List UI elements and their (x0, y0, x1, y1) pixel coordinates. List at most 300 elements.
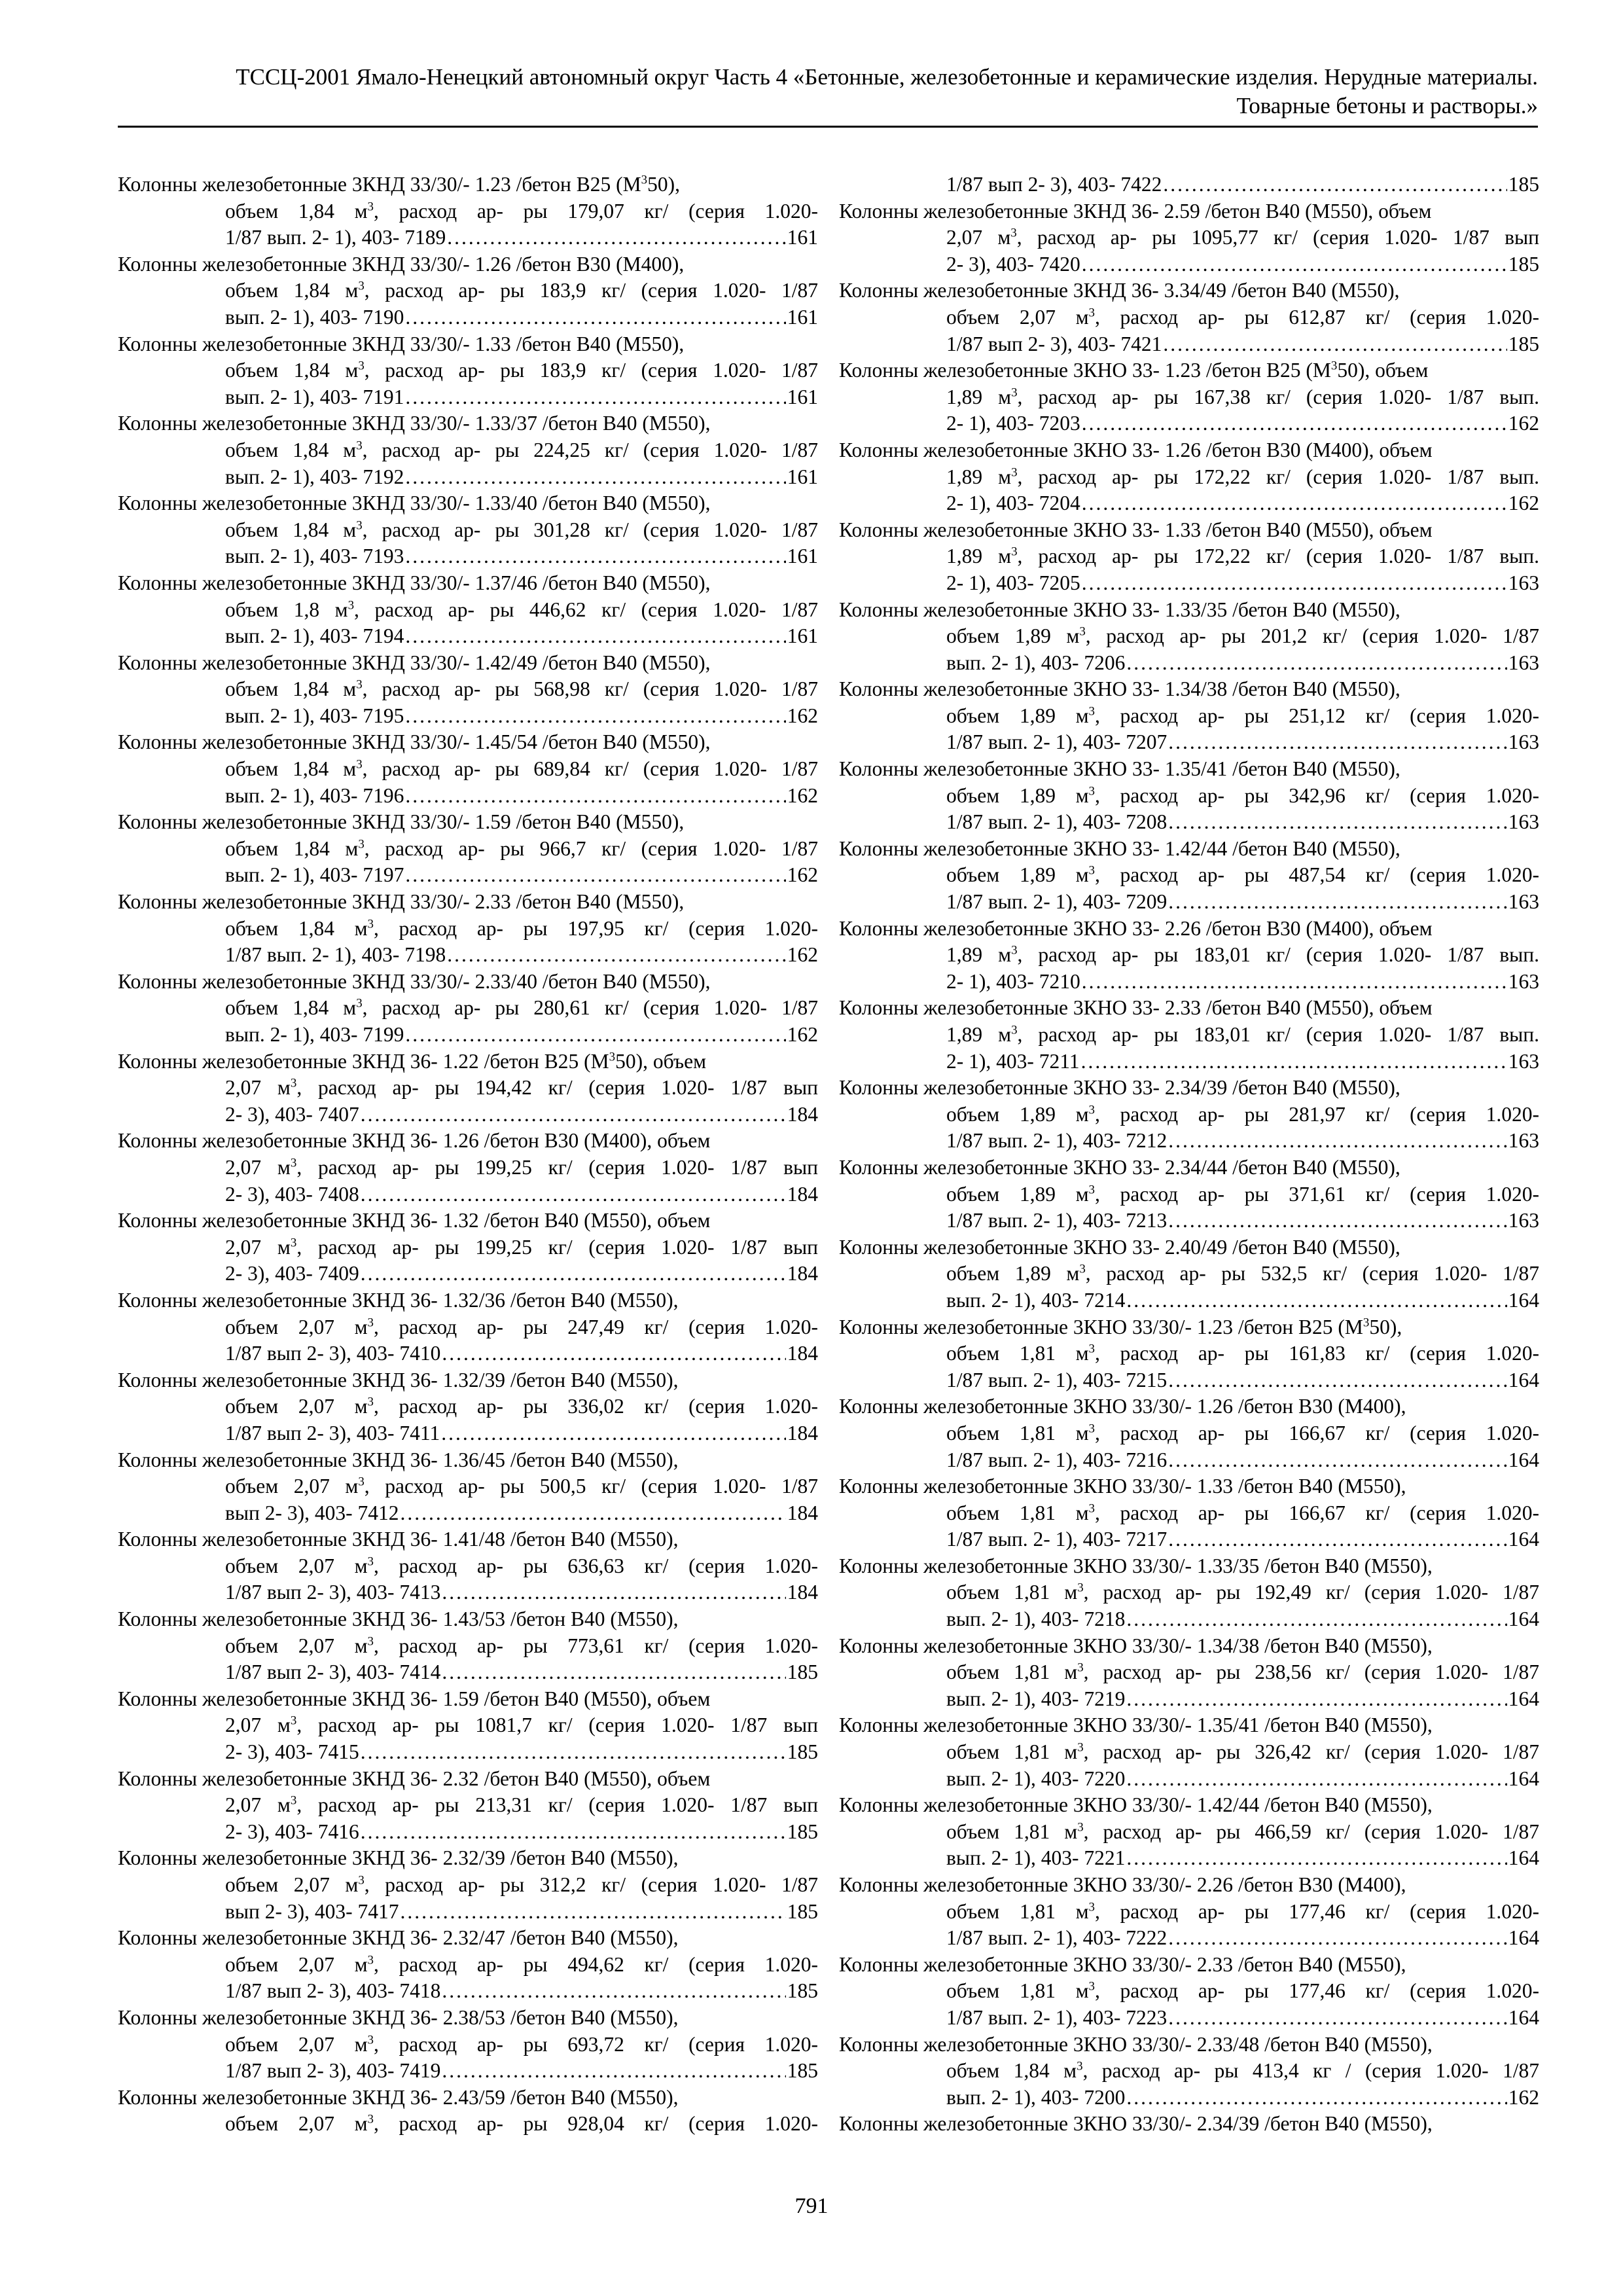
dot-leader (1081, 1049, 1507, 1075)
index-entry (839, 995, 1539, 1075)
entry-page-ref: 185 (787, 1740, 818, 1764)
entry-title-line: Колонны железобетонные 3КНД 36- 1.59 /бетон В40 (М550), объем (118, 1687, 711, 1710)
entry-reference: 2- 3), 403- 7407 (225, 1102, 359, 1126)
entry-page-ref: 163 (1508, 1209, 1539, 1232)
index-entry (118, 1447, 818, 1527)
entry-reference: вып. 2- 1), 403- 7192 (225, 465, 404, 488)
entry-page-ref: 185 (787, 2059, 818, 2083)
entry-reference: 1/87 вып. 2- 1), 403- 7223 (946, 2005, 1168, 2029)
entry-title-line: Колонны железобетонные 3КНО 33- 2.33 /бетон В40 (М550), объем (839, 996, 1433, 1020)
dot-leader (1126, 1845, 1507, 1872)
index-entry (839, 1553, 1539, 1633)
entry-detail-line: объем 2,07 $м^3$, расход ар- ры 612,87 кг/ (серия 1.020- (946, 305, 1539, 329)
entry-page-ref: 164 (1508, 1368, 1539, 1391)
dot-leader (361, 1819, 786, 1846)
entry-reference-line (839, 1606, 1539, 1633)
index-entry (839, 2111, 1539, 2138)
entry-page-ref: 161 (787, 385, 818, 408)
entry-page-ref: 164 (1508, 1767, 1539, 1790)
dot-leader (447, 224, 786, 251)
entry-reference-line (118, 1579, 818, 1606)
index-entry (839, 198, 1539, 278)
entry-reference: вып. 2- 1), 403- 7214 (946, 1288, 1126, 1312)
entry-reference-line (839, 1367, 1539, 1394)
entry-title-line: Колонны железобетонные 3КНО 33/30/- 1.42/44 /бетон В40 (М550), (839, 1793, 1433, 1817)
entry-detail-line: объем 2,07 $м^3$, расход ар- ры 336,02 кг/ (серия 1.020- (225, 1395, 818, 1418)
dot-leader (405, 783, 785, 810)
dot-leader (1126, 1766, 1507, 1793)
entry-title-line: Колонны железобетонные 3КНД 36- 2.59 /бетон В40 (М550), объем (839, 199, 1432, 223)
dot-leader (405, 703, 785, 730)
entry-page-ref: 184 (787, 1421, 818, 1444)
entry-title-line: Колонны железобетонные 3КНО 33/30/- 2.33/48 /бетон В40 (М550), (839, 2032, 1433, 2056)
entry-detail-line: объем 2,07 $м^3$, расход ар- ры 636,63 кг/ (серия 1.020- (225, 1554, 818, 1577)
entry-reference: 2- 1), 403- 7205 (946, 571, 1080, 594)
entry-detail-line: 1,89 $м^3$, расход ар- ры 167,38 кг/ (серия 1.020- 1/87 вып. (946, 385, 1539, 408)
dot-leader (1168, 2005, 1507, 2032)
entry-title-line: Колонны железобетонные 3КНД 33/30/- 1.33 /бетон В40 (М550), (118, 332, 685, 355)
index-entry (118, 1367, 818, 1447)
index-entry (118, 410, 818, 490)
entry-reference-line (839, 729, 1539, 756)
entry-reference-line (839, 171, 1539, 198)
entry-reference: 2- 1), 403- 7211 (946, 1049, 1080, 1073)
index-entry (839, 1792, 1539, 1872)
dot-leader (1126, 650, 1507, 677)
entry-reference: 1/87 вып. 2- 1), 403- 7216 (946, 1448, 1168, 1471)
entry-detail-line: объем 1,89 $м^3$, расход ар- ры 251,12 кг/ (серия 1.020- (946, 704, 1539, 727)
entry-reference-line (118, 304, 818, 331)
entry-detail-line: объем 2,07 $м^3$, расход ар- ры 312,2 кг/ (серия 1.020- 1/87 (225, 1873, 818, 1896)
index-entry (118, 1686, 818, 1766)
entry-reference: 1/87 вып. 2- 1), 403- 7217 (946, 1528, 1168, 1551)
entry-page-ref: 164 (1508, 1607, 1539, 1631)
index-entry (118, 809, 818, 889)
dot-leader (1082, 570, 1507, 597)
entry-detail-line: объем 1,84 $м^3$, расход ар- ры 224,25 кг/ (серия 1.020- 1/87 (225, 438, 818, 461)
entry-reference: 2- 3), 403- 7416 (225, 1820, 359, 1843)
entry-reference: вып. 2- 1), 403- 7197 (225, 863, 404, 887)
entry-title-line: Колонны железобетонные 3КНД 36- 1.36/45 /бетон В40 (М550), (118, 1448, 679, 1471)
index-entry (839, 437, 1539, 517)
index-entry (118, 2005, 818, 2085)
entry-reference: 1/87 вып. 2- 1), 403- 7198 (225, 943, 446, 967)
entry-reference-line (118, 464, 818, 491)
entry-page-ref: 164 (1508, 2005, 1539, 2029)
entry-title-line: Колонны железобетонные 3КНО 33- 2.40/49 /бетон В40 (М550), (839, 1235, 1400, 1259)
dot-leader (442, 1978, 785, 2005)
dot-leader (1082, 969, 1507, 996)
entry-page-ref: 184 (787, 1501, 818, 1524)
index-entry (118, 1049, 818, 1128)
entry-detail-line: объем 1,89 $м^3$, расход ар- ры 371,61 кг/ (серия 1.020- (946, 1182, 1539, 1206)
entry-page-ref: 185 (1508, 332, 1539, 355)
entry-page-ref: 162 (1508, 2085, 1539, 2109)
entry-reference: 2- 3), 403- 7420 (946, 252, 1080, 276)
entry-reference-line (839, 1526, 1539, 1553)
entry-page-ref: 163 (1508, 571, 1539, 594)
entry-title-line: Колонны железобетонные 3КНД 33/30/- 1.33/40 /бетон В40 (М550), (118, 492, 711, 515)
entry-reference-line (839, 490, 1539, 517)
dot-leader (1168, 1128, 1507, 1155)
entry-title-line: Колонны железобетонные 3КНО 33- 1.42/44 /бетон В40 (М550), (839, 836, 1400, 860)
entry-reference: вып. 2- 1), 403- 7218 (946, 1607, 1126, 1631)
entry-title-line: Колонны железобетонные 3КНО 33- 1.26 /бетон В30 (М400), объем (839, 438, 1433, 461)
entry-reference: вып. 2- 1), 403- 7193 (225, 545, 404, 568)
entry-reference: 1/87 вып. 2- 1), 403- 7222 (946, 1926, 1168, 1950)
entry-page-ref: 164 (1508, 1926, 1539, 1950)
dot-leader (442, 1340, 785, 1367)
entry-reference-line (839, 410, 1539, 437)
dot-leader (447, 942, 786, 969)
entry-reference-line (118, 1819, 818, 1846)
entry-detail-line: объем 1,81 $м^3$, расход ар- ры 177,46 кг/ (серия 1.020- (946, 1979, 1539, 2003)
entry-reference: вып. 2- 1), 403- 7194 (225, 624, 404, 648)
dot-leader (401, 1500, 786, 1527)
entry-title-line: Колонны железобетонные 3КНД 36- 2.32 /бетон В40 (М550), объем (118, 1767, 711, 1790)
entry-title-line: Колонны железобетонные 3КНО 33- 2.26 /бетон В30 (М400), объем (839, 916, 1433, 940)
entry-title-line: Колонны железобетонные 3КНД 36- 1.22 /бетон В25 $(М^350)$, объем (118, 1049, 707, 1073)
entry-reference: вып. 2- 1), 403- 7206 (946, 651, 1126, 674)
entry-detail-line: объем 1,84 $м^3$, расход ар- ры 413,4 кг / (серия 1.020- 1/87 (946, 2059, 1539, 2083)
dot-leader (1082, 251, 1507, 278)
entry-title-line: Колонны железобетонные 3КНО 33/30/- 2.26 /бетон В30 (М400), (839, 1873, 1406, 1896)
entry-detail-line: объем 2,07 $м^3$, расход ар- ры 247,49 кг/ (серия 1.020- (225, 1315, 818, 1338)
entry-reference: 2- 1), 403- 7203 (946, 412, 1080, 435)
entry-page-ref: 184 (787, 1182, 818, 1206)
dot-leader (1168, 1526, 1507, 1553)
entry-detail-line: 2,07 $м^3$, расход ар- ры 194,42 кг/ (серия 1.020- 1/87 вып (225, 1076, 818, 1100)
entry-title-line: Колонны железобетонные 3КНД 36- 1.32/39 /бетон В40 (М550), (118, 1368, 679, 1391)
index-entry (839, 2032, 1539, 2111)
entry-page-ref: 185 (1508, 252, 1539, 276)
entry-detail-line: объем 1,84 $м^3$, расход ар- ры 568,98 кг/ (серия 1.020- 1/87 (225, 677, 818, 701)
entry-reference-line (118, 1102, 818, 1128)
dot-leader (1168, 729, 1507, 756)
entry-detail-line: объем 1,84 $м^3$, расход ар- ры 280,61 кг/ (серия 1.020- 1/87 (225, 996, 818, 1020)
entry-reference-line (118, 1022, 818, 1049)
entry-reference-line (118, 1659, 818, 1686)
entry-title-line: Колонны железобетонные 3КНО 33/30/- 1.35/41 /бетон В40 (М550), (839, 1713, 1433, 1737)
entry-reference-line (839, 570, 1539, 597)
dot-leader (1126, 1287, 1507, 1314)
entry-reference: вып 2- 3), 403- 7412 (225, 1501, 399, 1524)
entry-reference: 1/87 вып. 2- 1), 403- 7208 (946, 810, 1168, 834)
index-entry (839, 1712, 1539, 1792)
index-column-right (839, 171, 1539, 2138)
index-entry (839, 1075, 1539, 1155)
entry-detail-line: 2,07 $м^3$, расход ар- ры 1095,77 кг/ (серия 1.020- 1/87 вып (946, 226, 1539, 249)
dot-leader (442, 1579, 785, 1606)
index-entry (839, 756, 1539, 836)
entry-page-ref: 163 (1508, 890, 1539, 914)
dot-leader (442, 1659, 785, 1686)
index-entry (118, 171, 818, 251)
entry-reference: 1/87 вып 2- 3), 403- 7413 (225, 1581, 441, 1604)
entry-title-line: Колонны железобетонные 3КНО 33/30/- 1.34/38 /бетон В40 (М550), (839, 1634, 1433, 1657)
entry-page-ref: 184 (787, 1102, 818, 1126)
entry-reference-line (118, 862, 818, 889)
dot-leader (442, 2058, 785, 2085)
entry-reference-line (118, 1500, 818, 1527)
entry-reference: вып. 2- 1), 403- 7221 (946, 1846, 1126, 1870)
entry-page-ref: 162 (787, 943, 818, 967)
header-line-1: ТССЦ-2001 Ямало-Ненецкий автономный округ Часть 4 «Бетонные, железобетонные и керамические изделия. Нерудные материалы. (236, 64, 1538, 90)
entry-reference-line (118, 1739, 818, 1766)
index-entry (118, 1208, 818, 1287)
entry-title-line: Колонны железобетонные 3КНО 33- 1.34/38 /бетон В40 (М550), (839, 677, 1400, 701)
entry-reference-line (839, 1925, 1539, 1952)
entry-page-ref: 161 (787, 545, 818, 568)
index-entry (839, 1234, 1539, 1314)
entry-detail-line: объем 1,89 $м^3$, расход ар- ры 487,54 кг/ (серия 1.020- (946, 863, 1539, 887)
index-entry (118, 1128, 818, 1208)
entry-reference: вып. 2- 1), 403- 7190 (225, 305, 404, 329)
index-entry (118, 889, 818, 969)
entry-page-ref: 163 (1508, 651, 1539, 674)
entry-detail-line: объем 2,07 $м^3$, расход ар- ры 693,72 кг/ (серия 1.020- (225, 2032, 818, 2056)
entry-reference: вып. 2- 1), 403- 7220 (946, 1767, 1126, 1790)
entry-reference-line (839, 1686, 1539, 1713)
dot-leader (405, 1022, 785, 1049)
entry-reference-line (839, 1287, 1539, 1314)
dot-leader (405, 623, 785, 650)
entry-reference: вып 2- 3), 403- 7417 (225, 1899, 399, 1923)
dot-leader (1126, 2085, 1507, 2111)
entry-detail-line: объем 1,81 $м^3$, расход ар- ры 466,59 кг/ (серия 1.020- 1/87 (946, 1820, 1539, 1843)
entry-detail-line: 2,07 $м^3$, расход ар- ры 199,25 кг/ (серия 1.020- 1/87 вып (225, 1155, 818, 1179)
index-entry (118, 1606, 818, 1686)
entry-reference-line (118, 1181, 818, 1208)
entry-title-line: Колонны железобетонные 3КНД 33/30/- 1.33/37 /бетон В40 (М550), (118, 412, 711, 435)
index-entry (839, 278, 1539, 357)
entry-title-line: Колонны железобетонные 3КНО 33- 1.33/35 /бетон В40 (М550), (839, 598, 1400, 621)
entry-detail-line: объем 1,89 $м^3$, расход ар- ры 281,97 кг/ (серия 1.020- (946, 1102, 1539, 1126)
entry-detail-line: объем 1,89 $м^3$, расход ар- ры 201,2 кг/ (серия 1.020- 1/87 (946, 624, 1539, 648)
entry-detail-line: объем 2,07 $м^3$, расход ар- ры 773,61 кг/ (серия 1.020- (225, 1634, 818, 1657)
entry-reference-line (839, 1128, 1539, 1155)
entry-page-ref: 162 (1508, 492, 1539, 515)
entry-reference: 1/87 вып 2- 3), 403- 7410 (225, 1342, 441, 1365)
entry-reference-line (118, 1340, 818, 1367)
index-entry (839, 1872, 1539, 1952)
entry-reference: 2- 3), 403- 7408 (225, 1182, 359, 1206)
index-entry (118, 1287, 818, 1367)
entry-page-ref: 162 (787, 863, 818, 887)
entry-reference-line (118, 1420, 818, 1447)
entry-title-line: Колонны железобетонные 3КНД 33/30/- 2.33 /бетон В40 (М550), (118, 890, 685, 914)
index-entry (839, 1155, 1539, 1234)
entry-reference: 1/87 вып 2- 3), 403- 7411 (225, 1421, 440, 1444)
dot-leader (405, 862, 785, 889)
header-rule (118, 126, 1538, 128)
entry-page-ref: 163 (1508, 969, 1539, 993)
index-entry (118, 251, 818, 331)
index-entry (118, 969, 818, 1049)
entry-detail-line: объем 1,81 $м^3$, расход ар- ры 326,42 кг/ (серия 1.020- 1/87 (946, 1740, 1539, 1764)
index-entry (839, 357, 1539, 437)
index-entry (839, 597, 1539, 677)
entry-reference: 1/87 вып 2- 3), 403- 7422 (946, 173, 1162, 196)
entry-title-line: Колонны железобетонные 3КНО 33/30/- 1.33/35 /бетон В40 (М550), (839, 1554, 1433, 1577)
entry-reference-line (118, 224, 818, 251)
entry-detail-line: объем 1,81 $м^3$, расход ар- ры 166,67 кг/ (серия 1.020- (946, 1421, 1539, 1444)
entry-title-line: Колонны железобетонные 3КНД 36- 1.43/53 /бетон В40 (М550), (118, 1607, 679, 1631)
entry-title-line: Колонны железобетонные 3КНО 33- 1.35/41 /бетон В40 (М550), (839, 757, 1400, 781)
entry-page-ref: 163 (1508, 1129, 1539, 1153)
entry-page-ref: 162 (1508, 412, 1539, 435)
entry-page-ref: 184 (787, 1342, 818, 1365)
entry-detail-line: объем 1,81 $м^3$, расход ар- ры 238,56 кг/ (серия 1.020- 1/87 (946, 1660, 1539, 1684)
entry-reference: 1/87 вып. 2- 1), 403- 7207 (946, 730, 1168, 754)
dot-leader (1126, 1686, 1507, 1713)
entry-page-ref: 185 (787, 1660, 818, 1684)
entry-title-line: Колонны железобетонные 3КНД 36- 1.41/48 /бетон В40 (М550), (118, 1528, 679, 1551)
entry-reference-line (839, 331, 1539, 358)
index-entry (839, 676, 1539, 756)
dot-leader (441, 1420, 786, 1447)
entry-reference-line (839, 251, 1539, 278)
entry-title-line: Колонны железобетонные 3КНД 36- 2.38/53 /бетон В40 (М550), (118, 2005, 679, 2029)
entry-detail-line: объем 1,89 $м^3$, расход ар- ры 532,5 кг/ (серия 1.020- 1/87 (946, 1262, 1539, 1285)
entry-title-line: Колонны железобетонные 3КНД 33/30/- 1.23 /бетон В25 $(М^350)$, (118, 173, 680, 196)
index-entry (839, 916, 1539, 996)
entry-detail-line: 1,89 $м^3$, расход ар- ры 183,01 кг/ (серия 1.020- 1/87 вып. (946, 943, 1539, 967)
entry-page-ref: 185 (1508, 173, 1539, 196)
entry-page-ref: 161 (787, 624, 818, 648)
entry-reference-line (839, 2005, 1539, 2032)
entry-title-line: Колонны железобетонные 3КНО 33/30/- 2.34/39 /бетон В40 (М550), (839, 2112, 1433, 2136)
entry-page-ref: 164 (1508, 1846, 1539, 1870)
entry-page-ref: 161 (787, 305, 818, 329)
entry-detail-line: объем 1,81 $м^3$, расход ар- ры 161,83 кг/ (серия 1.020- (946, 1342, 1539, 1365)
entry-page-ref: 164 (1508, 1288, 1539, 1312)
entry-reference-line (118, 384, 818, 411)
entry-reference: 2- 3), 403- 7415 (225, 1740, 359, 1764)
entry-title-line: Колонны железобетонные 3КНД 33/30/- 1.42/49 /бетон В40 (М550), (118, 651, 711, 674)
entry-page-ref: 163 (1508, 730, 1539, 754)
entry-detail-line: объем 1,8 $м^3$, расход ар- ры 446,62 кг/ (серия 1.020- 1/87 (225, 598, 818, 621)
index-entry (839, 1473, 1539, 1553)
dot-leader (405, 304, 785, 331)
entry-detail-line: 2,07 $м^3$, расход ар- ры 213,31 кг/ (серия 1.020- 1/87 вып (225, 1793, 818, 1817)
entry-reference: 1/87 вып 2- 3), 403- 7418 (225, 1979, 441, 2003)
entry-title-line: Колонны железобетонные 3КНО 33- 2.34/39 /бетон В40 (М550), (839, 1076, 1400, 1100)
index-entry (118, 729, 818, 809)
index-entry (118, 331, 818, 411)
dot-leader (1082, 410, 1507, 437)
entry-reference-line (118, 783, 818, 810)
entry-reference: вып. 2- 1), 403- 7195 (225, 704, 404, 727)
dot-leader (405, 384, 785, 411)
dot-leader (361, 1261, 786, 1287)
dot-leader (1082, 490, 1507, 517)
index-entry (118, 570, 818, 650)
entry-detail-line: объем 1,84 $м^3$, расход ар- ры 183,9 кг/ (серия 1.020- 1/87 (225, 279, 818, 302)
entry-reference: вып. 2- 1), 403- 7199 (225, 1023, 404, 1046)
entry-title-line: Колонны железобетонные 3КНД 33/30/- 1.45/54 /бетон В40 (М550), (118, 730, 711, 754)
dot-leader (361, 1181, 786, 1208)
entry-reference-line (839, 809, 1539, 836)
dot-leader (405, 543, 785, 570)
entry-reference: 1/87 вып. 2- 1), 403- 7209 (946, 890, 1168, 914)
entry-reference-line (118, 1899, 818, 1926)
index-entry (839, 1393, 1539, 1473)
entry-reference: вып. 2- 1), 403- 7191 (225, 385, 404, 408)
entry-reference: вып. 2- 1), 403- 7200 (946, 2085, 1126, 2109)
entry-detail-line: объем 2,07 $м^3$, расход ар- ры 494,62 кг/ (серия 1.020- (225, 1952, 818, 1976)
entry-reference-line (839, 1447, 1539, 1474)
entry-reference: 1/87 вып 2- 3), 403- 7414 (225, 1660, 441, 1684)
dot-leader (1168, 1208, 1507, 1234)
entry-page-ref: 164 (1508, 1528, 1539, 1551)
entry-reference-line (118, 942, 818, 969)
dot-leader (1163, 331, 1507, 358)
entry-page-ref: 185 (787, 1820, 818, 1843)
entry-detail-line: объем 2,07 $м^3$, расход ар- ры 928,04 кг/ (серия 1.020- (225, 2112, 818, 2136)
entry-title-line: Колонны железобетонные 3КНД 33/30/- 2.33/40 /бетон В40 (М550), (118, 969, 711, 993)
entry-reference-line (839, 2085, 1539, 2111)
entry-title-line: Колонны железобетонные 3КНО 33- 1.33 /бетон В40 (М550), объем (839, 518, 1433, 541)
index-entry (118, 1845, 818, 1925)
entry-title-line: Колонны железобетонные 3КНД 36- 2.32/39 /бетон В40 (М550), (118, 1846, 679, 1870)
entry-reference: 1/87 вып. 2- 1), 403- 7189 (225, 226, 446, 249)
index-entry (839, 1952, 1539, 2032)
entry-reference: 1/87 вып 2- 3), 403- 7419 (225, 2059, 441, 2083)
dot-leader (1168, 1925, 1507, 1952)
entry-title-line: Колонны железобетонные 3КНД 36- 1.32/36 /бетон В40 (М550), (118, 1288, 679, 1312)
entry-title-line: Колонны железобетонные 3КНД 36- 2.43/59 /бетон В40 (М550), (118, 2085, 679, 2109)
entry-detail-line: 2,07 $м^3$, расход ар- ры 199,25 кг/ (серия 1.020- 1/87 вып (225, 1235, 818, 1259)
entry-title-line: Колонны железобетонные 3КНО 33- 1.23 /бетон В25 $(М^350)$, объем (839, 359, 1429, 382)
dot-leader (361, 1102, 786, 1128)
entry-reference-line (839, 650, 1539, 677)
entry-reference-line (118, 1261, 818, 1287)
entry-title-line: Колонны железобетонные 3КНД 36- 2.32/47 /бетон В40 (М550), (118, 1926, 679, 1950)
entry-reference: вып. 2- 1), 403- 7219 (946, 1687, 1126, 1710)
page-number: 791 (794, 2194, 829, 2218)
entry-title-line: Колонны железобетонные 3КНД 36- 1.32 /бетон В40 (М550), объем (118, 1209, 711, 1232)
index-entry (839, 1633, 1539, 1713)
entry-reference-line (118, 2058, 818, 2085)
entry-reference-line (118, 543, 818, 570)
entry-title-line: Колонны железобетонные 3КНД 33/30/- 1.37/46 /бетон В40 (М550), (118, 571, 711, 594)
dot-leader (1168, 1447, 1507, 1474)
entry-reference-line (118, 1978, 818, 2005)
entry-reference: 1/87 вып. 2- 1), 403- 7212 (946, 1129, 1168, 1153)
entry-detail-line: объем 1,81 $м^3$, расход ар- ры 192,49 кг/ (серия 1.020- 1/87 (946, 1581, 1539, 1604)
entry-page-ref: 163 (1508, 1049, 1539, 1073)
entry-reference: 1/87 вып. 2- 1), 403- 7215 (946, 1368, 1168, 1391)
index-entry (118, 1526, 818, 1606)
entry-page-ref: 185 (787, 1899, 818, 1923)
entry-reference-line (118, 703, 818, 730)
entry-reference: 1/87 вып 2- 3), 403- 7421 (946, 332, 1162, 355)
entry-detail-line: объем 1,84 $м^3$, расход ар- ры 183,9 кг/ (серия 1.020- 1/87 (225, 359, 818, 382)
entry-reference-line (839, 969, 1539, 996)
entry-page-ref: 164 (1508, 1448, 1539, 1471)
index-entry (118, 2085, 818, 2138)
entry-page-ref: 184 (787, 1581, 818, 1604)
index-entry (839, 1314, 1539, 1394)
entry-page-ref: 161 (787, 465, 818, 488)
index-entry (839, 171, 1539, 198)
dot-leader (1168, 809, 1507, 836)
entry-detail-line: объем 1,84 $м^3$, расход ар- ры 966,7 кг/ (серия 1.020- 1/87 (225, 836, 818, 860)
entry-title-line: Колонны железобетонные 3КНД 33/30/- 1.26 /бетон В30 (М400), (118, 252, 685, 276)
dot-leader (1163, 171, 1507, 198)
entry-title-line: Колонны железобетонные 3КНО 33/30/- 1.23 /бетон В25 $(М^350)$, (839, 1315, 1402, 1338)
